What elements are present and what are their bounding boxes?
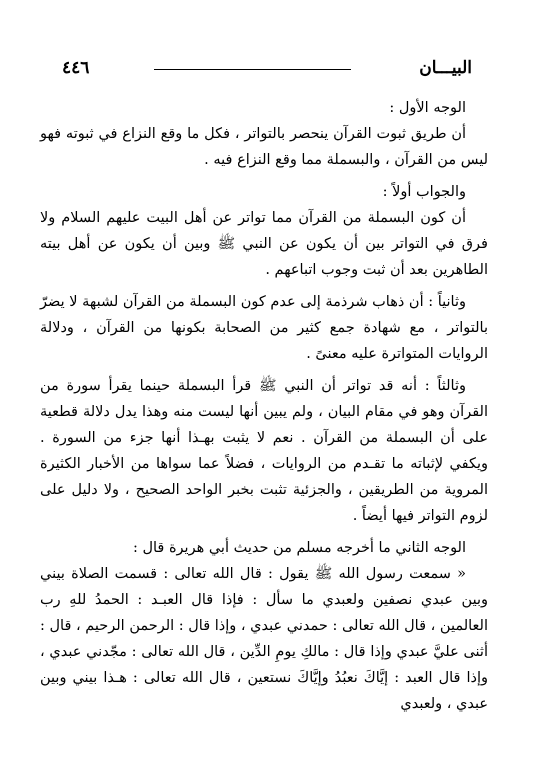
header-rule xyxy=(154,69,351,70)
page-body xyxy=(40,95,488,717)
section-heading: الوجه الأول : xyxy=(389,100,466,116)
page-header xyxy=(62,58,472,78)
section-heading: والجواب أولاً : xyxy=(382,184,466,200)
running-title: البيـــان xyxy=(419,58,472,78)
paragraph: أن طريق ثبوت القرآن ينحصر بالتواتر ، فكل ما وقع النزاع في ثبوته فهو ليس من القرآن ، والبسملة مما وقع النزاع فيه . xyxy=(40,126,488,168)
paragraph: وثالثاً : أنه قد تواتر أن النبي ﷺ قرأ البسملة حينما يقرأ سورة من القرآن وهو في مقام البيان ، ولم يبين أنها ليست منه وهذا يدل دلالة قطعية على أن البسملة من القرآن . نعم لا يثبت بهـذا أنها جزء من السورة . ويكفي لإثباته ما تقـدم من الروايات ، فضلاً عما سواها من الأخبار الكثيرة المروية من الطريقين ، والجزئية تثبت بخبر الواحد الصحيح ، ولا دليل على لزوم التواتر فيها أيضاً . xyxy=(40,378,488,524)
paragraph: وثانياً : أن ذهاب شرذمة إلى عدم كون البسملة من القرآن لشبهة لا يضرّ بالتواتر ، مع شهادة جمع كثير من الصحابة بكونها من القرآن ، ودلالة الروايات المتواترة عليه معنىً . xyxy=(40,294,488,362)
section-heading: الوجه الثاني ما أخرجه مسلم من حديث أبي هريرة قال : xyxy=(132,540,466,556)
paragraph: أن كون البسملة من القرآن مما تواتر عن أهل البيت عليهم السلام ولا فرق في التواتر بين أن يكون عن النبي ﷺ وبين أن يكون عن أهل بيته الطاهرين بعد أن ثبت وجوب اتباعهم . xyxy=(40,210,488,278)
hadith-quote: « سمعت رسول الله ﷺ يقول : قال الله تعالى : قسمت الصلاة بيني وبين عبدي نصفين ولعبدي ما سأل : فإذا قال العبـد : الحمدُ للهِ رب العالمين ، قال الله تعالى : حمدني عبدي ، وإذا قال : الرحمن الرحيم ، قال : أثنى عليَّ عبدي وإذا قال : مالكِ يومِ الدِّين ، قال الله تعالى : مجّدني عبدي ، وإذا قال العبد : إيَّاكَ نعبُدُ وإيَّاكَ نستعين ، قال الله تعالى : هـذا بيني وبين عبدي ، ولعبدي xyxy=(40,566,488,712)
page-number: ٤٤٦ xyxy=(62,58,90,78)
